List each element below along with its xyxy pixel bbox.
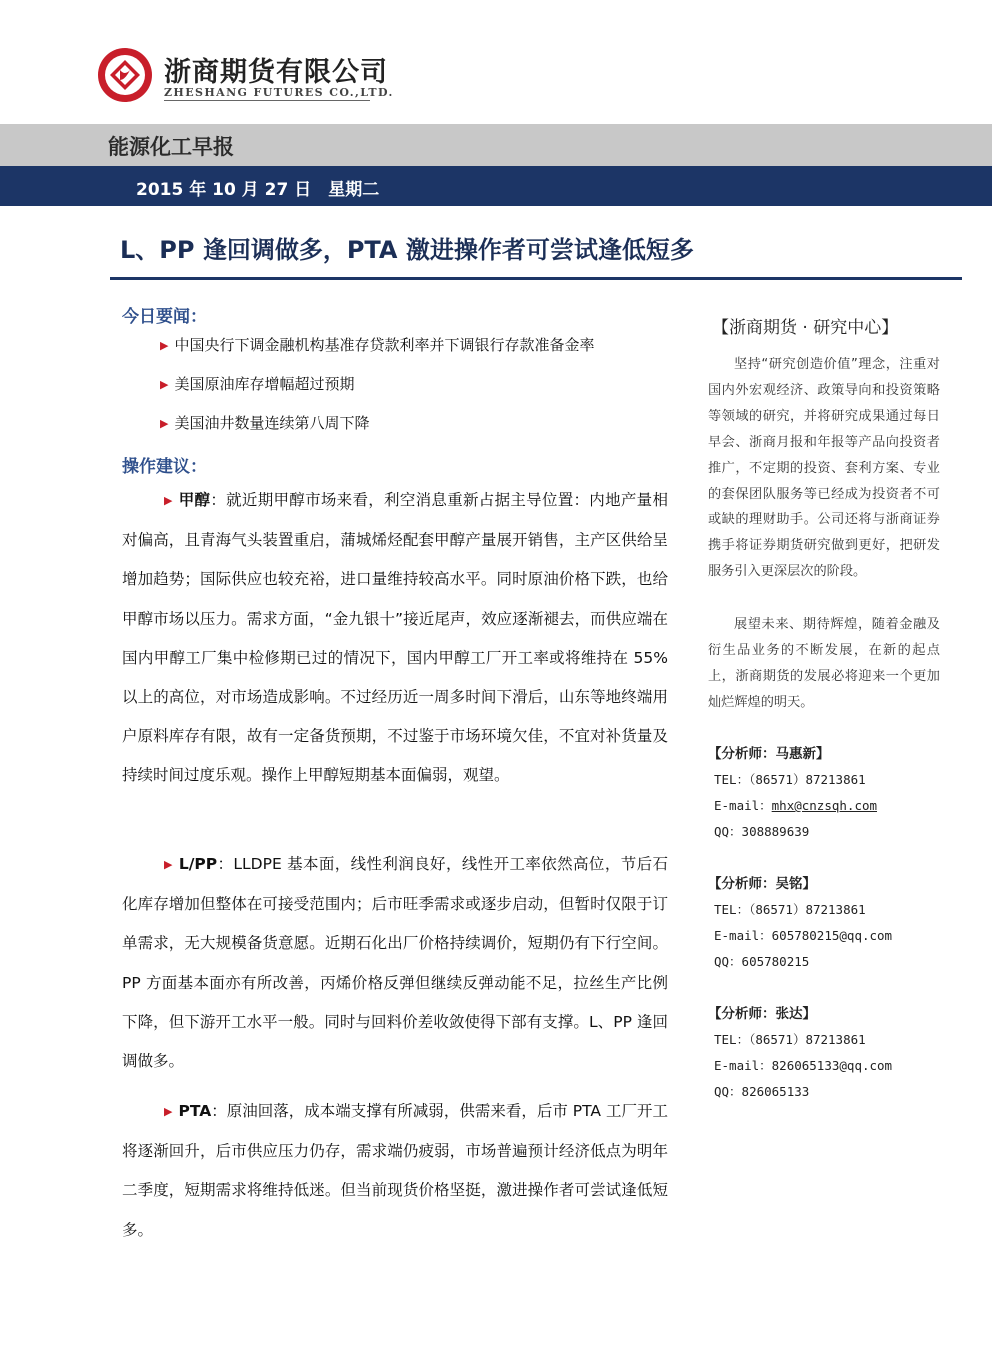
analyst-name: 【分析师：马惠新】	[708, 746, 830, 762]
advice-paragraph-pta: ▶ PTA：原油回落，成本端支撑有所减弱，供需来看，后市 PTA 工厂开工将逐渐回升，后市供应压力仍存，需求端仍疲弱，市场普遍预计经济低点为明年二季度，短期需求将维持低迷。但当前现货价格坚挺，激进操作者可尝试逢低短多。	[122, 1102, 668, 1239]
headline-divider	[110, 277, 962, 280]
triangle-bullet-icon: ▶	[164, 858, 173, 871]
analyst-email: E-mail：mhx@cnzsqh.com	[714, 798, 878, 813]
sidebar-title: 【浙商期货 · 研究中心】	[712, 318, 899, 338]
triangle-bullet-icon: ▶	[164, 1105, 173, 1118]
company-name-cn: 浙商期货有限公司	[164, 57, 388, 88]
advice-section-title: 操作建议：	[122, 457, 207, 477]
news-item: ▶ 中国央行下调金融机构基准存贷款利率并下调银行存款准备金率	[160, 336, 595, 354]
zheshang-logo-icon	[96, 46, 154, 104]
analyst-card	[708, 741, 958, 845]
report-type-band	[0, 124, 992, 166]
analyst-qq: QQ：826065133	[714, 1084, 810, 1099]
advice-paragraph-methanol: ▶ 甲醇：就近期甲醇市场来看，利空消息重新占据主导位置：内地产量相对偏高，且青海气头装置重启，蒲城烯烃配套甲醇产量展开销售，主产区供给呈增加趋势；国际供应也较充裕，进口量维持较高水平。同时原油价格下跌，也给甲醇市场以压力。需求方面，“金九银十”接近尾声，效应逐渐褪去，而供应端在国内甲醇工厂集中检修期已过的情况下，国内甲醇工厂开工率或将维持在 55%以上的高位，对市场造成影响。不过经历近一周多时间下滑后，山东等地终端用户原料库存有限，故有一定备货预期，不过鉴于市场环境欠佳，不宜对补货量及持续时间过度乐观。操作上甲醇短期基本面偏弱，观望。	[122, 491, 668, 785]
analyst-qq: QQ：605780215	[714, 954, 810, 969]
sidebar-intro: 坚持“研究创造价值”理念，注重对国内外宏观经济、政策导向和投资策略等领域的研究，并将研究成果通过每日早会、浙商月报和年报等产品向投资者推广，不定期的投资、套利方案、专业的套保团队服务等已经成为投资者不可或缺的理财助手。公司还将与浙商证券携手将证券期货研究做到更好，把研发服务引入更深层次的阶段。	[708, 357, 940, 580]
analyst-tel: TEL：（86571）87213861	[714, 772, 866, 787]
news-section-title: 今日要闻：	[122, 307, 207, 327]
advice-label: L/PP	[178, 855, 218, 873]
advice-paragraph-lpp: ▶ L/PP：LLDPE 基本面，线性利润良好，线性开工率依然高位，节后石化库存增加但整体在可接受范围内；后市旺季需求或逐步启动，但暂时仅限于订单需求，无大规模备货意愿。近期石化出厂价格持续调价，短期仍有下行空间。PP 方面基本面亦有所改善，丙烯价格反弹但继续反弹动能不足，拉丝生产比例下降，但下游开工水平一般。同时与回料价差收敛使得下部有支撑。L、PP 逢回调做多。	[122, 855, 668, 1071]
analyst-card	[708, 871, 958, 975]
triangle-bullet-icon: ▶	[164, 494, 173, 507]
analyst-tel: TEL：（86571）87213861	[714, 902, 866, 917]
report-type: 能源化工早报	[108, 135, 234, 159]
company-name-en: ZHESHANG FUTURES CO.,LTD.	[164, 86, 394, 99]
analyst-name: 【分析师：吴铭】	[708, 876, 816, 892]
triangle-bullet-icon: ▶	[160, 378, 169, 391]
analyst-email: E-mail：605780215@qq.com	[714, 928, 893, 943]
analyst-email-link[interactable]: 605780215@qq.com	[771, 928, 893, 943]
analyst-email-link[interactable]: 826065133@qq.com	[771, 1058, 893, 1073]
news-item: ▶ 美国原油库存增幅超过预期	[160, 375, 355, 393]
advice-label: 甲醇	[178, 491, 211, 509]
analyst-email: E-mail：826065133@qq.com	[714, 1058, 893, 1073]
report-date: 2015 年 10 月 27 日 星期二	[136, 180, 380, 200]
news-item: ▶ 美国油井数量连续第八周下降	[160, 414, 370, 432]
date-band	[0, 166, 992, 206]
analyst-email-link[interactable]: mhx@cnzsqh.com	[771, 798, 878, 813]
headline: L、PP 逢回调做多，PTA 激进操作者可尝试逢低短多	[120, 236, 694, 264]
analyst-card	[708, 1001, 958, 1105]
sidebar-outlook: 展望未来、期待辉煌，随着金融及衍生品业务的不断发展，在新的起点上，浙商期货的发展必将迎来一个更加灿烂辉煌的明天。	[708, 617, 940, 710]
analyst-qq: QQ：308889639	[714, 824, 810, 839]
analyst-name: 【分析师：张达】	[708, 1006, 816, 1022]
advice-label: PTA	[178, 1102, 212, 1120]
triangle-bullet-icon: ▶	[160, 339, 169, 352]
triangle-bullet-icon: ▶	[160, 417, 169, 430]
logo-divider	[164, 100, 370, 101]
analyst-tel: TEL：（86571）87213861	[714, 1032, 866, 1047]
